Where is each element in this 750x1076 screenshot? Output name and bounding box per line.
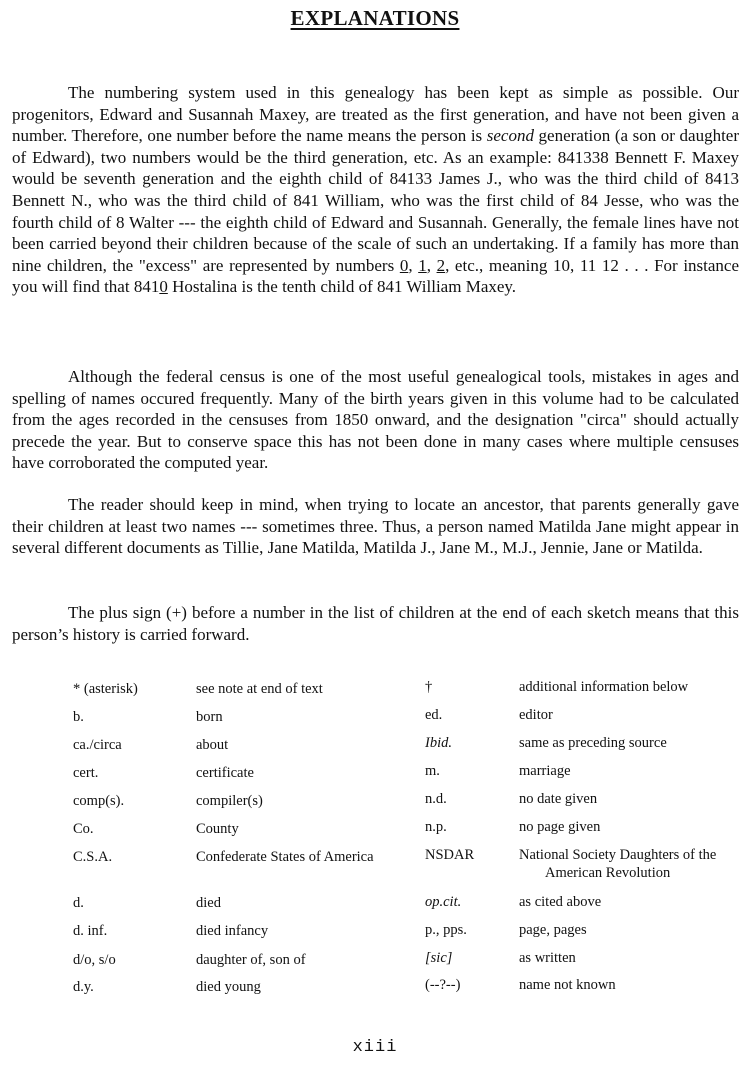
abbr-no-date: n.d. — [425, 791, 447, 807]
paragraph-names: The reader should keep in mind, when trying to locate an ancestor, that parents generally gave their children at least two names --- sometimes three. Thus, a person named Matilda Jane might appear in several different documents as Tillie, Jane Matilda, Matilda J., Jane M., M.J., Jennie, Jane or Matilda. — [12, 495, 739, 558]
abbr-name-unknown-meaning: name not known — [519, 977, 616, 993]
abbr-county-meaning: County — [196, 821, 239, 837]
abbr-died-infancy-meaning: died infancy — [196, 923, 269, 939]
abbr-compiler-meaning: compiler(s) — [196, 793, 263, 809]
page-title: EXPLANATIONS — [290, 6, 460, 30]
abbr-daughter-son-meaning: daughter of, son of — [196, 952, 306, 968]
abbr-circa-meaning: about — [196, 737, 229, 753]
abbr-sic: [sic] — [425, 950, 453, 966]
abbr-died: d. — [73, 895, 84, 911]
abbr-no-page: n.p. — [425, 819, 447, 835]
abbr-circa: ca./circa — [73, 737, 122, 753]
abbr-dagger: † — [425, 679, 433, 695]
paragraph-numbering-system: The numbering system used in this genealogy has been kept as simple as possible. Our progenitors, Edward and Susannah Maxey, are treated as the first generation, and have not been given a number. Therefore, one number before the name means the person is second generation (a son or daughter of Edward), two numbers would be the third generation, etc. As an example: 841338 Bennett F. Maxey would be seventh generation and the eighth child of 84133 James J., who was the third child of 8413 Bennett N., who was the third child of 841 William, who was the first child of 84 Jesse, who was the fourth child of 8 Walter --- the eighth child of Edward and Susannah. Generally, the female lines have not been carried beyond their children because of the scale of such an undertaking. If a family has more than nine children, the "excess" are represented by numbers 0, 1, 2, etc., meaning 10, 11 12 . . . For instance you will find that 8410 Hostalina is the tenth child of 841 William Maxey. — [12, 83, 740, 297]
abbr-died-meaning: died — [196, 895, 221, 911]
abbr-born-meaning: born — [196, 709, 223, 725]
abbr-born: b. — [73, 709, 84, 725]
paragraph-census: Although the federal census is one of the most useful genealogical tools, mistakes in ages and spelling of names occured frequently. Many of the birth years given in this volume had to be calculated from the ages recorded in the censuses from 1850 onward, and the designation "circa" should actually precede the year. But to conserve space this has not been done in many cases where multiple censuses have corroborated the computed year. — [12, 367, 739, 473]
abbr-ibid-meaning: same as preceding source — [519, 735, 667, 751]
abbr-pages-meaning: page, pages — [519, 922, 587, 938]
abbr-nsdar: NSDAR — [425, 847, 475, 863]
abbr-no-date-meaning: no date given — [519, 791, 598, 807]
abbr-name-unknown: (--?--) — [425, 977, 461, 993]
abbr-certificate-meaning: certificate — [196, 765, 254, 781]
abbr-daughter-son: d/o, s/o — [73, 952, 116, 968]
abbr-no-page-meaning: no page given — [519, 819, 601, 835]
abbr-compiler: comp(s). — [73, 793, 125, 809]
abbr-county: Co. — [73, 821, 94, 837]
abbr-ibid: Ibid. — [425, 735, 452, 751]
abbr-certificate: cert. — [73, 765, 99, 781]
abbr-dagger-meaning: additional information below — [519, 679, 689, 695]
page-number: xiii — [352, 1038, 398, 1057]
abbr-sic-meaning: as written — [519, 950, 576, 966]
abbr-asterisk-meaning: see note at end of text — [196, 681, 323, 697]
abbr-pages: p., pps. — [425, 922, 467, 938]
abbr-died-young-meaning: died young — [196, 979, 261, 995]
abbr-died-young: d.y. — [73, 979, 94, 995]
abbr-nsdar-meaning: National Society Daughters of the American Revolution — [519, 847, 717, 881]
abbr-op-cit: op.cit. — [425, 894, 462, 910]
abbr-editor-meaning: editor — [519, 707, 553, 723]
abbr-editor: ed. — [425, 707, 443, 723]
abbr-died-infancy: d. inf. — [73, 923, 108, 939]
abbr-csa-meaning: Confederate States of America — [196, 849, 374, 865]
abbr-op-cit-meaning: as cited above — [519, 894, 602, 910]
abbr-csa: C.S.A. — [73, 849, 113, 865]
abbr-marriage-meaning: marriage — [519, 763, 571, 779]
paragraph-plus-sign: The plus sign (+) before a number in the list of children at the end of each sketch means that this person’s history is carried forward. — [12, 603, 739, 644]
abbr-asterisk: * (asterisk) — [73, 681, 138, 697]
abbr-marriage: m. — [425, 763, 440, 779]
